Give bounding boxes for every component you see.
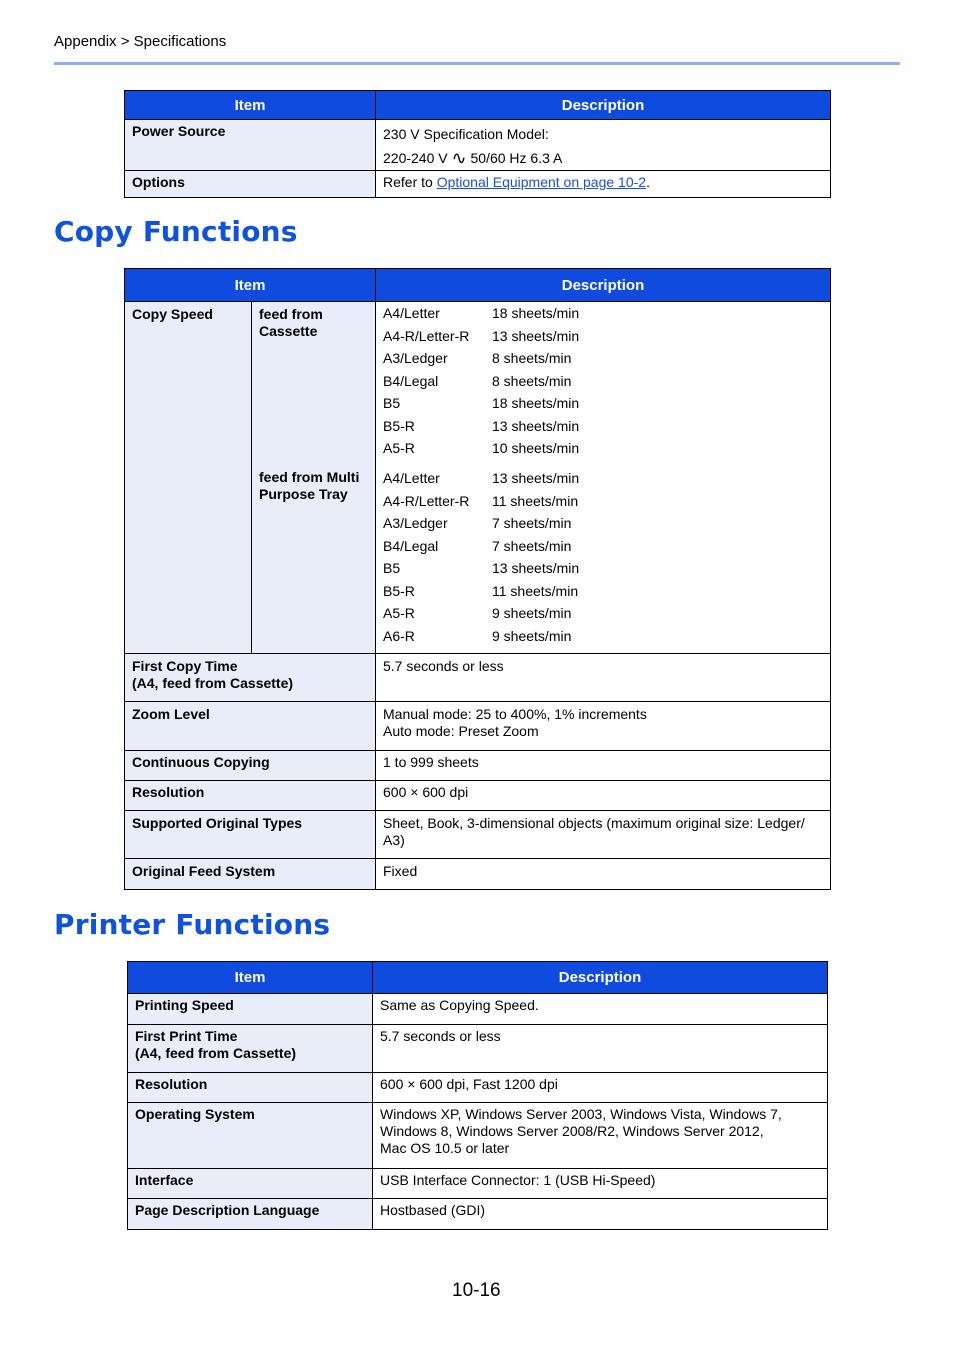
row-value-resolution: 600 × 600 dpi [376, 781, 831, 811]
cassette-speed-value: 10 sheets/min [492, 440, 580, 456]
table-row [125, 654, 831, 702]
mpt-speed-value: 9 sheets/min [492, 605, 572, 621]
row-value-power-source [376, 120, 831, 171]
row-value-options [376, 171, 831, 198]
column-header-item: Item [125, 91, 376, 120]
first-print-time-sub: (A4, feed from Cassette) [135, 1045, 297, 1061]
row-label-printing-speed: Printing Speed [128, 994, 373, 1025]
power-frequency: 50/60 Hz 6.3 A [470, 150, 563, 166]
cassette-paper-size: B4/Legal [383, 372, 439, 389]
row-value-continuous-copying: 1 to 999 sheets [376, 751, 831, 781]
row-label-options: Options [125, 171, 376, 198]
row-label-printer-resolution: Resolution [128, 1073, 373, 1103]
mpt-speed-value: 7 sheets/min [492, 515, 572, 531]
row-value-copy-speed [376, 302, 831, 654]
breadcrumb: Appendix > Specifications [54, 33, 227, 50]
column-header-item: Item [128, 962, 373, 994]
mpt-speed-list [383, 467, 823, 653]
mpt-speed-value: 13 sheets/min [492, 470, 580, 486]
zoom-auto: Auto mode: Preset Zoom [383, 723, 539, 739]
power-spec-table [124, 90, 831, 198]
cassette-speed-value: 13 sheets/min [492, 417, 580, 434]
cassette-paper-size: A3/Ledger [383, 350, 448, 366]
row-value-printer-resolution: 600 × 600 dpi, Fast 1200 dpi [373, 1073, 828, 1103]
copy-functions-table [124, 268, 831, 890]
table-row [125, 751, 831, 781]
first-copy-time-label: First Copy Time [132, 658, 238, 674]
table-row [125, 859, 831, 890]
table-row [125, 702, 831, 751]
row-label-original-feed-system: Original Feed System [125, 859, 376, 890]
mpt-paper-size: A4/Letter [383, 470, 440, 486]
column-header-item: Item [125, 269, 376, 302]
table-row [125, 120, 831, 171]
os-line2: Windows 8, Windows Server 2008/R2, Windows Server 2012, [380, 1123, 764, 1139]
row-label-interface: Interface [128, 1169, 373, 1199]
table-row [128, 994, 828, 1025]
column-header-description: Description [376, 269, 831, 302]
table-row [125, 302, 831, 654]
row-label-supported-original-types: Supported Original Types [125, 811, 376, 859]
cassette-speed-value: 18 sheets/min [492, 305, 580, 321]
copy-speed-subcells [252, 302, 376, 654]
cassette-paper-size: B5-R [383, 417, 415, 434]
feed-mpt-label: feed from Multi Purpose Tray [259, 469, 360, 502]
column-header-description: Description [373, 962, 828, 994]
row-label-resolution: Resolution [125, 781, 376, 811]
row-label-page-description-language: Page Description Language [128, 1199, 373, 1230]
row-value-original-feed-system: Fixed [376, 859, 831, 890]
mpt-paper-size: A5-R [383, 605, 415, 621]
row-value-interface: USB Interface Connector: 1 (USB Hi-Speed) [373, 1169, 828, 1199]
cassette-paper-size: A4-R/Letter-R [383, 327, 470, 344]
power-voltage: 220-240 V [383, 150, 448, 166]
copy-functions-title: Copy Functions [54, 215, 298, 248]
row-value-first-copy-time: 5.7 seconds or less [376, 654, 831, 702]
page-number: 10-16 [452, 1280, 501, 1301]
os-line1: Windows XP, Windows Server 2003, Windows Vista, Windows 7, [380, 1106, 782, 1122]
table-row [125, 171, 831, 198]
row-value-printing-speed: Same as Copying Speed. [373, 994, 828, 1025]
zoom-manual: Manual mode: 25 to 400%, 1% increments [383, 706, 647, 722]
row-label-continuous-copying: Continuous Copying [125, 751, 376, 781]
first-print-time-label: First Print Time [135, 1028, 238, 1044]
mpt-paper-size: B4/Legal [383, 537, 439, 554]
table-row [128, 1025, 828, 1073]
mpt-speed-value: 11 sheets/min [492, 492, 579, 509]
column-header-description: Description [376, 91, 831, 120]
cassette-speed-value: 13 sheets/min [492, 327, 580, 344]
table-row [128, 1199, 828, 1230]
cassette-speed-value: 8 sheets/min [492, 350, 572, 366]
table-row [128, 1103, 828, 1169]
mpt-paper-size: B5-R [383, 582, 415, 599]
optional-equipment-link[interactable]: Optional Equipment on page 10-2 [436, 174, 647, 190]
mpt-speed-value: 9 sheets/min [492, 627, 572, 644]
row-label-first-copy-time [125, 654, 376, 702]
printer-functions-table [127, 961, 828, 1230]
mpt-paper-size: A3/Ledger [383, 515, 448, 531]
cassette-paper-size: A5-R [383, 440, 415, 456]
power-spec-model: 230 V Specification Model: [383, 126, 549, 142]
first-copy-time-sub: (A4, feed from Cassette) [132, 675, 294, 691]
row-value-operating-system [373, 1103, 828, 1169]
row-value-page-description-language: Hostbased (GDI) [373, 1199, 828, 1230]
mpt-speed-value: 11 sheets/min [492, 582, 579, 599]
table-row [128, 1073, 828, 1103]
cassette-speed-value: 18 sheets/min [492, 395, 580, 411]
row-label-copy-speed: Copy Speed [125, 302, 252, 654]
mpt-paper-size: A4-R/Letter-R [383, 492, 470, 509]
cassette-speed-list [383, 302, 823, 467]
row-value-supported-original-types [376, 811, 831, 859]
mpt-paper-size: B5 [383, 560, 401, 576]
cassette-paper-size: B5 [383, 395, 401, 411]
row-value-zoom-level [376, 702, 831, 751]
header-rule [54, 62, 900, 65]
feed-cassette-label: feed from Cassette [259, 306, 323, 339]
table-row [125, 811, 831, 859]
options-suffix: . [646, 174, 650, 190]
mpt-speed-value: 7 sheets/min [492, 537, 572, 554]
row-label-zoom-level: Zoom Level [125, 702, 376, 751]
table-row [128, 1169, 828, 1199]
row-label-operating-system: Operating System [128, 1103, 373, 1169]
row-value-first-print-time: 5.7 seconds or less [373, 1025, 828, 1073]
original-types-line1: Sheet, Book, 3-dimensional objects (maximum original size: Ledger/ [383, 815, 805, 831]
options-prefix: Refer to [383, 174, 437, 190]
mpt-paper-size: A6-R [383, 627, 415, 644]
original-types-line2: A3) [383, 832, 405, 848]
cassette-speed-value: 8 sheets/min [492, 372, 572, 389]
mpt-speed-value: 13 sheets/min [492, 560, 580, 576]
table-row [125, 781, 831, 811]
row-label-first-print-time [128, 1025, 373, 1073]
row-label-power-source: Power Source [125, 120, 376, 171]
cassette-paper-size: A4/Letter [383, 305, 440, 321]
ac-wave-icon: ∿ [451, 148, 467, 168]
printer-functions-title: Printer Functions [54, 908, 331, 941]
os-line3: Mac OS 10.5 or later [380, 1140, 510, 1156]
